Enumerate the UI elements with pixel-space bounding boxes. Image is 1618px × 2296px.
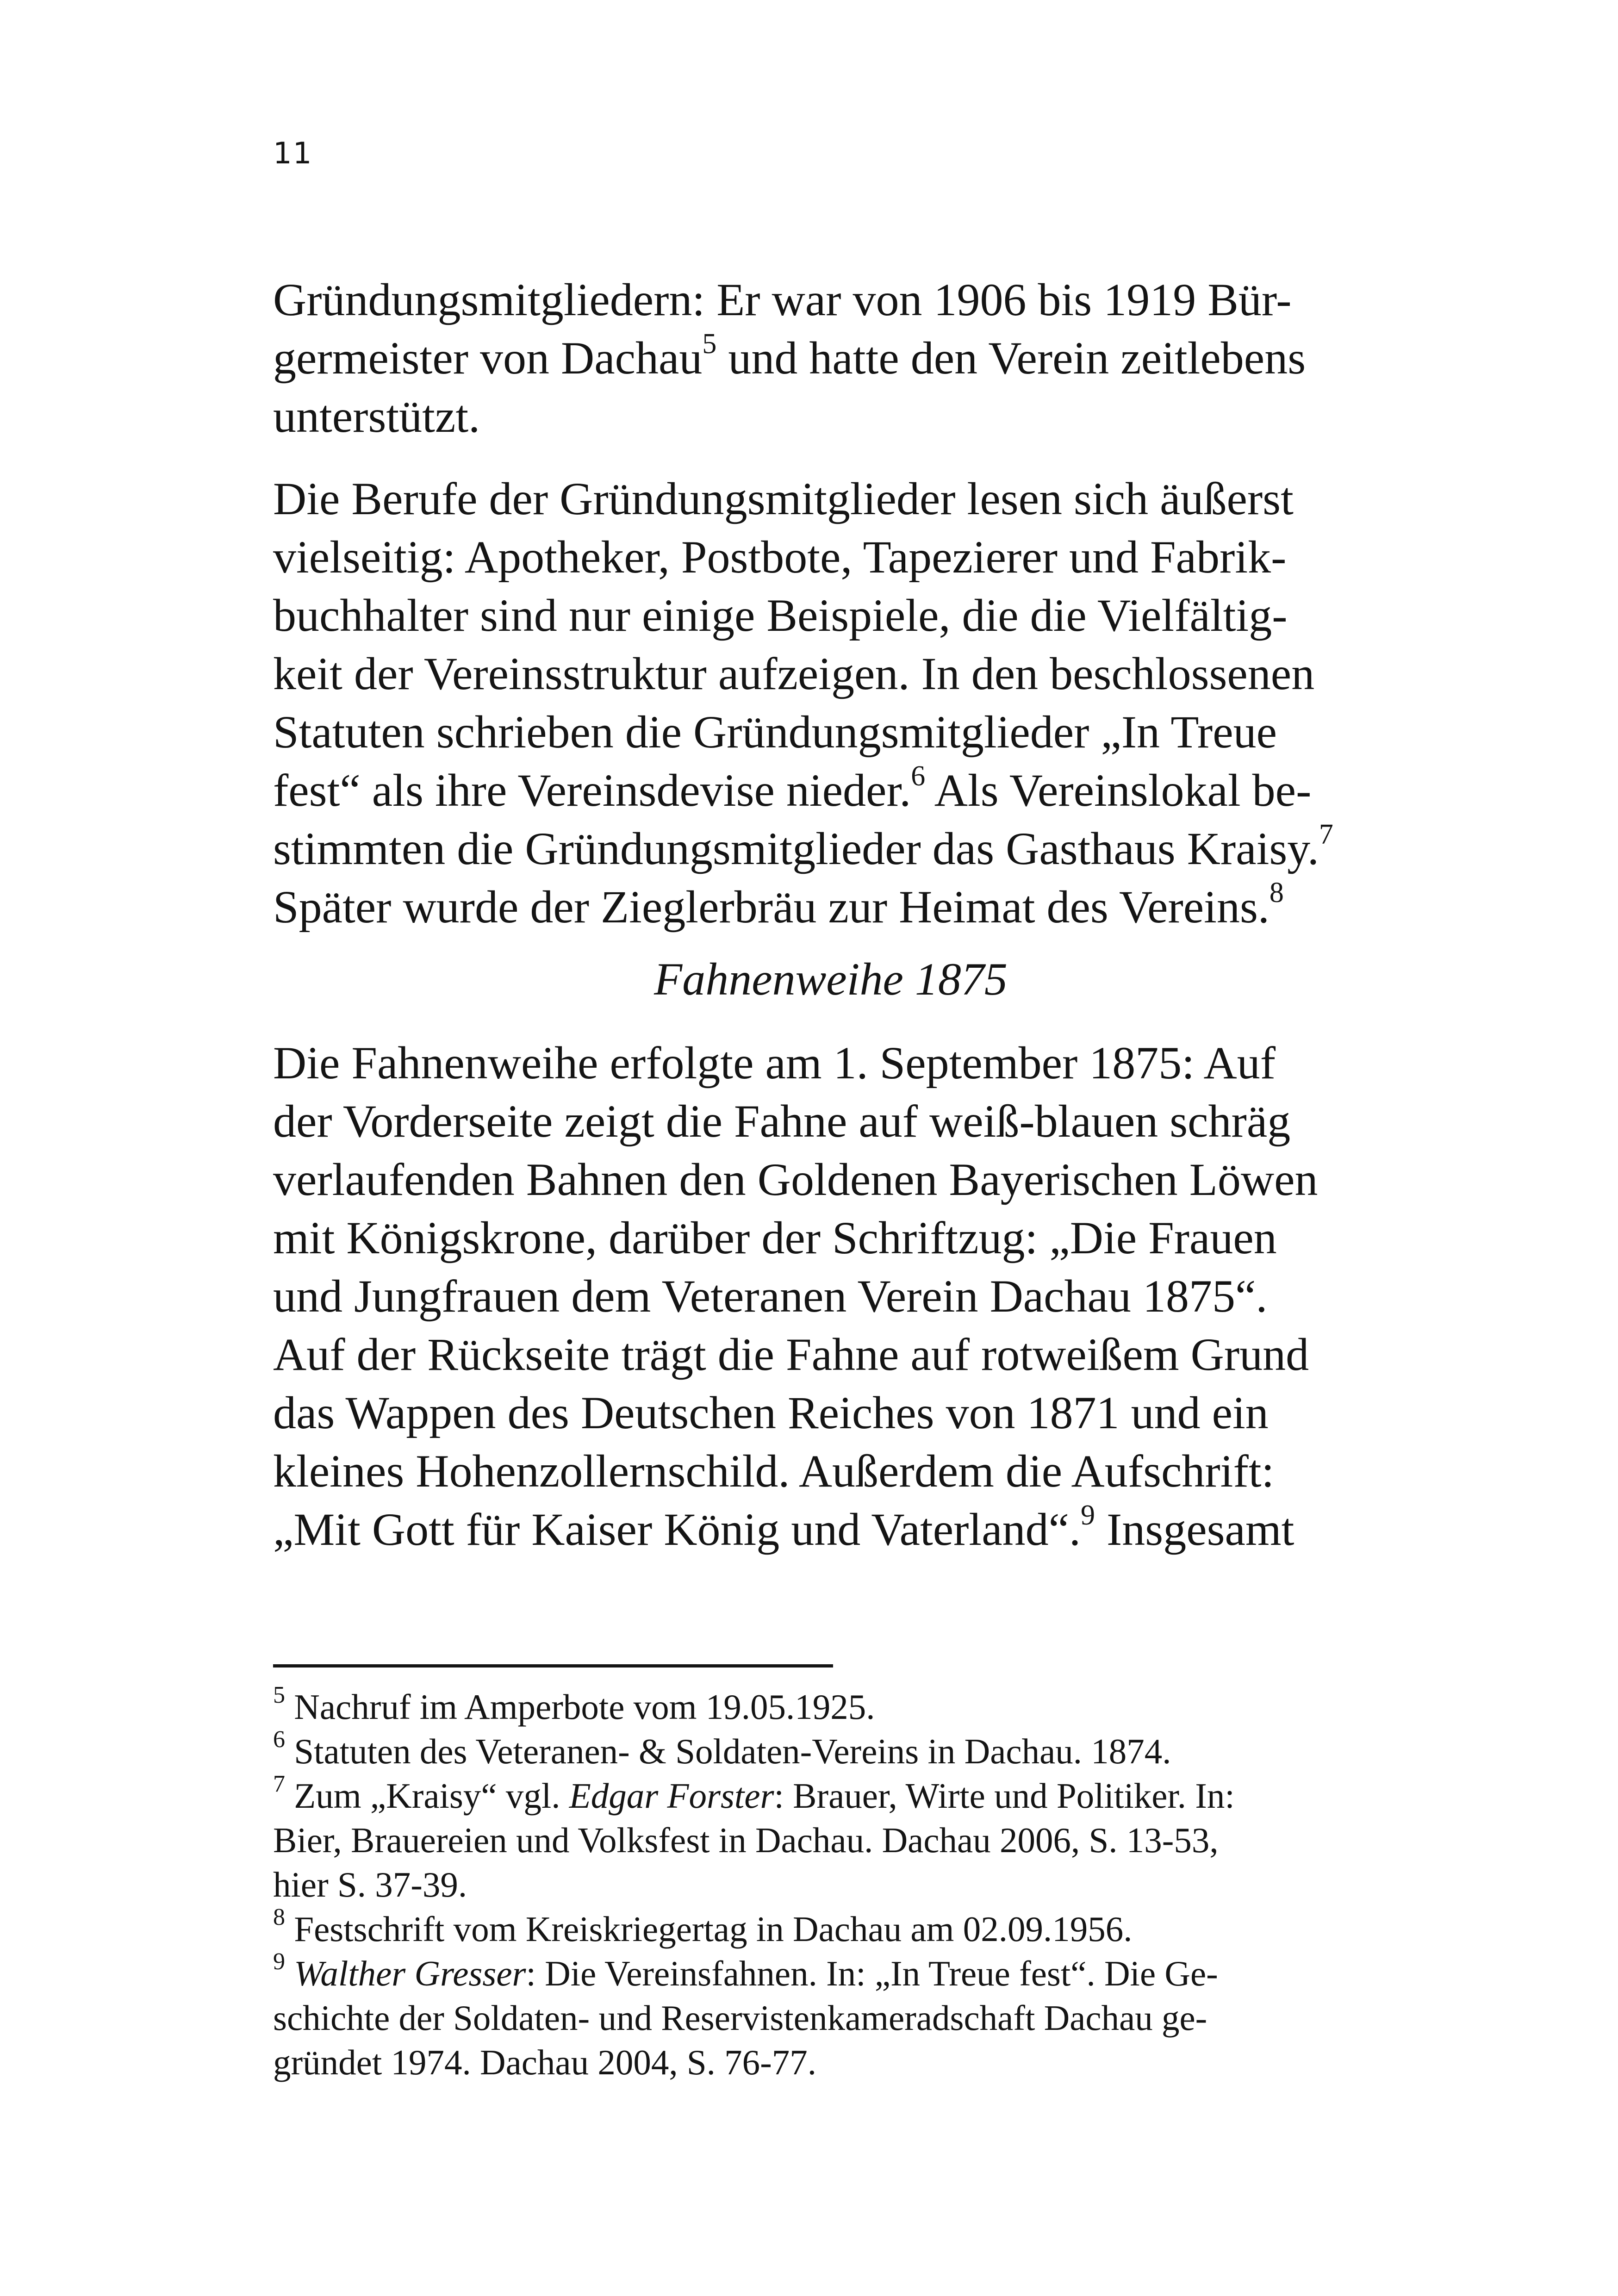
footnote-number: 9 xyxy=(273,1948,285,1975)
footnote-line: hier S. 37-39. xyxy=(273,1865,467,1904)
text-line: Statuten schrieben die Gründungsmitglieder „In Treue xyxy=(273,706,1277,758)
footnote-ref[interactable]: 9 xyxy=(1080,1499,1095,1531)
text-line xyxy=(273,329,1338,387)
text-line xyxy=(273,820,1338,878)
footnote-separator xyxy=(273,1664,833,1668)
footnote-text: Festschrift vom Kreiskriegertag in Dachau am 02.09.1956. xyxy=(285,1909,1133,1949)
paragraph xyxy=(273,271,1338,446)
footnote-line: gründet 1974. Dachau 2004, S. 76-77. xyxy=(273,2042,817,2082)
text-segment: Später wurde der Zieglerbräu zur Heimat des Vereins. xyxy=(273,881,1270,933)
paragraph xyxy=(273,1034,1338,1559)
footnotes xyxy=(273,1682,1338,2084)
text-segment: „Mit Gott für Kaiser König und Vaterland“. xyxy=(273,1504,1081,1555)
footnote-text: Zum „Kraisy“ vgl. xyxy=(285,1776,569,1816)
text-segment: und hatte den Verein zeitlebens xyxy=(716,332,1306,384)
text-line: verlaufenden Bahnen den Goldenen Bayerischen Löwen xyxy=(273,1154,1318,1205)
body-text xyxy=(273,271,1338,1559)
footnote-number: 5 xyxy=(273,1682,285,1709)
section-heading: Fahnenweihe 1875 xyxy=(654,953,1008,1005)
footnote-9 xyxy=(273,1948,1338,2084)
footnote-text: Nachruf im Amperbote vom 19.05.1925. xyxy=(285,1687,875,1727)
footnote-text: Statuten des Veteranen- & Soldaten-Vereins in Dachau. 1874. xyxy=(285,1731,1171,1771)
text-line: buchhalter sind nur einige Beispiele, die die Vielfältig- xyxy=(273,590,1288,641)
footnote-number: 6 xyxy=(273,1726,285,1753)
footnote-7 xyxy=(273,1773,1338,1907)
text-line: kleines Hohenzollernschild. Außerdem die Aufschrift: xyxy=(273,1445,1275,1497)
footnote-5 xyxy=(273,1682,1338,1729)
text-segment: germeister von Dachau xyxy=(273,332,703,384)
footnote-8 xyxy=(273,1904,1338,1951)
footnote-line: schichte der Soldaten- und Reservistenkameradschaft Dachau ge- xyxy=(273,1998,1207,2038)
text-line xyxy=(273,878,1338,936)
footnote-ref[interactable]: 8 xyxy=(1269,877,1284,908)
footnote-ref[interactable]: 5 xyxy=(702,328,717,360)
text-segment: fest“ als ihre Vereinsdevise nieder. xyxy=(273,765,911,816)
paragraph-gap xyxy=(273,446,1338,470)
text-line: das Wappen des Deutschen Reiches von 1871 und ein xyxy=(273,1387,1269,1438)
footnote-ref[interactable]: 7 xyxy=(1319,818,1333,850)
text-line: Die Fahnenweihe erfolgte am 1. September 1875: Auf xyxy=(273,1037,1276,1089)
footnote-ref[interactable]: 6 xyxy=(911,760,926,792)
text-line: vielseitig: Apotheker, Postbote, Tapezierer und Fabrik- xyxy=(273,531,1287,583)
footnote-author: Edgar Forster xyxy=(569,1776,774,1816)
text-line: der Vorderseite zeigt die Fahne auf weiß-blauen schräg xyxy=(273,1095,1291,1147)
text-line: Gründungsmitgliedern: Er war von 1906 bis 1919 Bür- xyxy=(273,274,1292,325)
text-segment: Als Vereinslokal be- xyxy=(925,765,1312,816)
text-line: keit der Vereinsstruktur aufzeigen. In den beschlossenen xyxy=(273,648,1315,699)
text-segment: Insgesamt xyxy=(1095,1504,1294,1555)
footnote-text: : Brauer, Wirte und Politiker. In: xyxy=(774,1776,1235,1816)
text-line: unterstützt. xyxy=(273,391,480,442)
footnote-line xyxy=(273,1773,1338,1818)
text-segment: stimmten die Gründungsmitglieder das Gasthaus Kraisy. xyxy=(273,823,1319,874)
page-number: 11 xyxy=(273,137,313,171)
footnote-text: : Die Vereinsfahnen. In: „In Treue fest“. Die Ge- xyxy=(526,1954,1218,1993)
footnote-number: 8 xyxy=(273,1904,285,1931)
text-line: Auf der Rückseite trägt die Fahne auf rotweißem Grund xyxy=(273,1329,1309,1380)
footnote-number: 7 xyxy=(273,1771,285,1798)
footnote-6 xyxy=(273,1726,1338,1773)
footnote-line: Bier, Brauereien und Volksfest in Dachau. Dachau 2006, S. 13-53, xyxy=(273,1820,1219,1860)
footnote-line xyxy=(273,1948,1338,1996)
footnote-text xyxy=(285,1954,294,1993)
footnote-author: Walther Gresser xyxy=(294,1954,526,1993)
text-line xyxy=(273,1500,1338,1559)
text-line: und Jungfrauen dem Veteranen Verein Dachau 1875“. xyxy=(273,1270,1268,1322)
paragraph xyxy=(273,470,1338,936)
text-line xyxy=(273,761,1338,820)
text-line: mit Königskrone, darüber der Schriftzug: „Die Frauen xyxy=(273,1212,1277,1263)
text-line: Die Berufe der Gründungsmitglieder lesen sich äußerst xyxy=(273,473,1294,524)
